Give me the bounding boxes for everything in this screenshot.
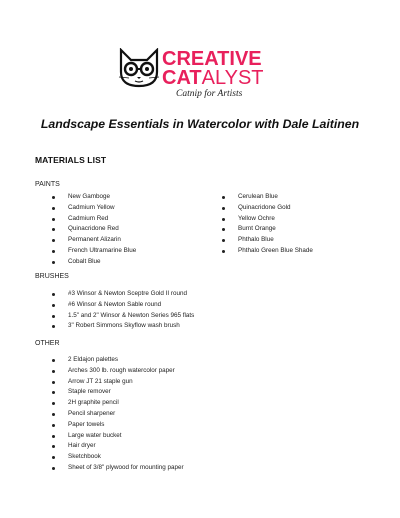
- list-item: [222, 235, 313, 246]
- list-item-label: Staple remover: [68, 388, 111, 396]
- list-item: [52, 452, 184, 463]
- list-item: [52, 214, 136, 225]
- list-item-label: 3" Robert Simmons Skyflow wash brush: [68, 322, 180, 330]
- bullet-icon: [52, 239, 55, 242]
- paints-list-col1: [52, 192, 136, 268]
- list-item: [52, 463, 184, 474]
- bullet-icon: [52, 196, 55, 199]
- bullet-icon: [52, 293, 55, 296]
- list-item: [222, 224, 313, 235]
- logo-tagline: Catnip for Artists: [176, 89, 243, 99]
- list-item-label: Phthalo Blue: [238, 236, 274, 244]
- brand-line-1: CREATIVE: [162, 48, 262, 70]
- bullet-icon: [52, 467, 55, 470]
- list-item-label: Quinacridone Gold: [238, 203, 291, 211]
- list-item: [52, 203, 136, 214]
- list-item: [52, 311, 194, 322]
- list-item-label: Phthalo Green Blue Shade: [238, 246, 313, 254]
- bullet-icon: [52, 228, 55, 231]
- list-item-label: 1.5" and 2" Winsor & Newton Series 965 flats: [68, 311, 195, 319]
- list-item-label: Cadmium Red: [68, 214, 109, 222]
- bullet-icon: [222, 218, 225, 221]
- list-item: [52, 441, 184, 452]
- list-item: [52, 377, 184, 388]
- paints-list-col2: [222, 192, 313, 257]
- list-item-label: 2H graphite pencil: [68, 399, 119, 407]
- list-item-label: Pencil sharpener: [68, 409, 116, 417]
- list-item: [52, 257, 136, 268]
- bullet-icon: [52, 250, 55, 253]
- list-item: [52, 224, 136, 235]
- list-item-label: Cerulean Blue: [238, 193, 278, 200]
- bullet-icon: [222, 228, 225, 231]
- bullet-icon: [222, 239, 225, 242]
- bullet-icon: [52, 261, 55, 264]
- creative-catalyst-logo: [117, 48, 287, 106]
- list-item-label: Cadmium Yellow: [68, 203, 115, 211]
- bullet-icon: [52, 424, 55, 427]
- bullet-icon: [52, 435, 55, 438]
- list-item-label: 2 Eldajon palettes: [68, 356, 119, 363]
- list-item: [222, 203, 313, 214]
- bullet-icon: [52, 381, 55, 384]
- list-item-label: #6 Winsor & Newton Sable round: [68, 300, 162, 308]
- list-item: [52, 192, 136, 203]
- list-item-label: Large water bucket: [68, 431, 122, 439]
- brand-line-2-light: ALYST: [201, 67, 264, 89]
- paints-label: PAINTS: [35, 181, 60, 188]
- brand-line-2: [162, 68, 264, 88]
- list-item: [52, 420, 184, 431]
- bullet-icon: [52, 315, 55, 318]
- materials-heading: MATERIALS LIST: [35, 155, 107, 165]
- list-item: [222, 246, 313, 257]
- list-item-label: Burnt Orange: [238, 225, 276, 233]
- bullet-icon: [222, 207, 225, 210]
- bullet-icon: [222, 250, 225, 253]
- list-item: [52, 366, 184, 377]
- bullet-icon: [52, 207, 55, 210]
- list-item: [222, 214, 313, 225]
- bullet-icon: [52, 402, 55, 405]
- page-title: Landscape Essentials in Watercolor with Dale Laitinen: [40, 117, 360, 131]
- bullet-icon: [222, 196, 225, 199]
- bullet-icon: [52, 413, 55, 416]
- brand-line-2-bold: CAT: [162, 67, 202, 89]
- bullet-icon: [52, 359, 55, 362]
- brushes-label: BRUSHES: [35, 273, 69, 280]
- list-item: [222, 192, 313, 203]
- list-item-label: Arches 300 lb. rough watercolor paper: [68, 366, 175, 374]
- list-item: [52, 235, 136, 246]
- list-item-label: Cobalt Blue: [68, 257, 101, 265]
- cat-with-glasses-icon: [117, 48, 161, 88]
- list-item: [52, 355, 184, 366]
- list-item-label: Permanent Alizarin: [68, 236, 121, 244]
- bullet-icon: [52, 218, 55, 221]
- list-item: [52, 409, 184, 420]
- bullet-icon: [52, 325, 55, 328]
- list-item-label: Yellow Ochre: [238, 214, 275, 222]
- list-item: [52, 289, 194, 300]
- bullet-icon: [52, 456, 55, 459]
- brushes-list: [52, 289, 194, 332]
- list-item: [52, 300, 194, 311]
- list-item: [52, 387, 184, 398]
- list-item-label: New Gamboge: [68, 193, 110, 200]
- list-item: [52, 321, 194, 332]
- list-item-label: Quinacridone Red: [68, 225, 119, 233]
- list-item: [52, 246, 136, 257]
- other-label: OTHER: [35, 340, 60, 347]
- bullet-icon: [52, 304, 55, 307]
- list-item-label: French Ultramarine Blue: [68, 246, 137, 254]
- bullet-icon: [52, 391, 55, 394]
- list-item-label: Paper towels: [68, 420, 105, 428]
- list-item-label: Sketchbook: [68, 453, 101, 461]
- list-item-label: Sheet of 3/8" plywood for mounting paper: [68, 463, 184, 471]
- list-item-label: #3 Winsor & Newton Sceptre Gold II round: [68, 290, 187, 297]
- list-item: [52, 431, 184, 442]
- list-item-label: Hair dryer: [68, 442, 96, 450]
- bullet-icon: [52, 370, 55, 373]
- list-item: [52, 398, 184, 409]
- list-item-label: Arrow JT 21 staple gun: [68, 377, 133, 385]
- other-list: [52, 355, 184, 474]
- bullet-icon: [52, 445, 55, 448]
